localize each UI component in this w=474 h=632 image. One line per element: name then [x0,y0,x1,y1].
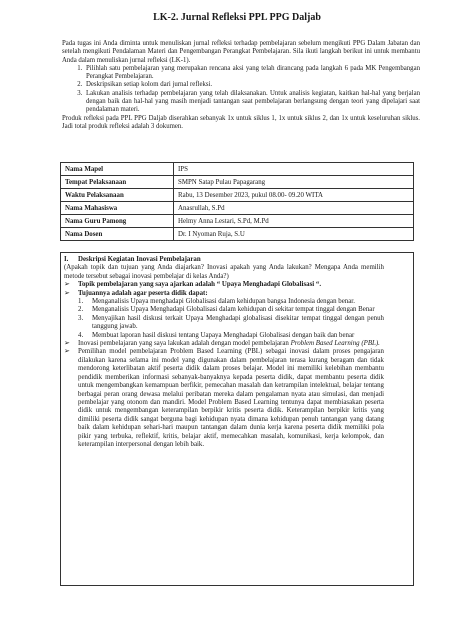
goal-text: Menganalisis Upaya Menghadapi Globalisasi dalam kehidupan di sekitar tempat tinggal dengan Benar [92,306,375,314]
intro-closing: Produk refleksi pada PPL PPG Daljab diserahkan sebanyak 1x untuk siklus 1, 1x untuk siklus 2, dan 1x untuk keseluruhan siklus. Jadi total produk refleksi adalah 3 dokumen. [62,114,420,130]
table-row [61,176,414,189]
goal-number: 4. [78,331,84,339]
table-row [61,189,414,202]
label-cell: Nama Dosen [61,228,174,241]
goal-intro-item [64,290,384,298]
page-title: LK-2. Jurnal Refleksi PPL PPG Daljab [153,12,321,23]
arrow-bullet-icon: ➢ [64,281,70,289]
innovation-item [64,340,384,348]
label-cell: Waktu Pelaksanaan [61,189,174,202]
value-cell: Dr. I Nyoman Ruja, S.U [174,228,414,241]
table-row [61,163,414,176]
heading-text: Deskripsi Kegiatan Inovasi Pembelajaran [78,256,201,263]
innovation-text: Inovasi pembelajaran yang saya lakukan adalah dengan model pembelajaran [78,340,291,348]
arrow-bullet-icon: ➢ [64,348,70,356]
info-table [60,162,414,241]
intro-paragraph: Pada tugas ini Anda diminta untuk menuliskan jurnal refleksi terhadap pembelajaran sebelum mengikuti PPG Dalam Jabatan dan setelah mengikuti Pendalaman Materi dan Pengembangan Perangkat Pembelajaran. Sila ikuti langkah berikut ini untuk membantu Anda dalam menuliskan jurnal refleksi (LK-1). [62,40,420,64]
intro-steps [62,65,420,115]
label-cell: Nama Mapel [61,163,174,176]
label-cell: Tempat Pelaksanaan [61,176,174,189]
value-cell: Anasrullah, S.Pd [174,202,414,215]
innovation-line [78,340,384,348]
innovation-model: Problem Based Learning (PBL). [290,340,380,348]
intro-step: 1. Pilihlah satu pembelajaran yang merupakan rencana aksi yang telah dirancang pada langkah 6 pada MK Pengembangan Perangkat Pembelajaran. [84,65,420,82]
goal-item [78,306,384,314]
goal-number: 2. [78,306,84,314]
table-row [61,215,414,228]
goal-item [78,298,384,306]
goal-text: Menganalisis Upaya menghadapi Globalisasi dalam kehidupan bangsa Indonesia dengan benar. [92,298,355,306]
table-row [61,202,414,215]
goal-number: 3. [78,314,84,322]
goal-text: Menyajikan hasil diskusi terkait Upaya Menghadapi globalisasi disekitar tempat tinggal dengan penuh tanggung jawab. [92,314,384,331]
goal-text: Membuat laporan hasil diskusi tentang Uapaya Menghadapi Globalisasi dengan baik dan benar [92,331,355,339]
goal-item [78,315,384,332]
arrow-bullet-icon: ➢ [64,340,70,348]
arrow-bullet-icon: ➢ [64,289,70,297]
intro-block [62,40,420,131]
topic-item [64,281,384,289]
section-prompt: (Apakah topik dan tujuan yang Anda diajarkan? Inovasi apakah yang Anda lakukan? Mengapa Anda memilih metode tersebut sebagai inovasi pembelajar di kelas Anda?) [64,264,384,280]
table-row [61,228,414,241]
value-cell: Helmy Anna Lestari, S.Pd, M.Pd [174,215,414,228]
value-cell: SMPN Satap Pulau Papagarang [174,176,414,189]
section-content [64,256,384,449]
pbl-paragraph: Pemilihan model pembelajaran Problem Based Learning (PBL) sebagai inovasi dalam proses pengajaran dilakukan karena selama ini model yang digunakan dalam pembelajaran terasa kurang beragam dan tidak mendorong keterlibatan aktif peserta didik dalam proses belajar. Model ini memiliki kelebihan membantu pendidik memberikan informasi sebanyak-banyaknya kepada peserta didik, dapat membantu peserta didik untuk mengembangkan kemampuan berfikir, pemecahan masalah dan ketrampilan intelektual, belajar tentang berbagai peran orang dewasa melalui peribatan mereka dalam pengalaman nyata atau simulasi, dan menjadi pembelajar yang otonom dan mandiri. Model Problem Based Learning tentunya dapat membiasakan peserta didik untuk mengembangan keterampilan berpikir kritis peserta didik. Keterampilan berpikir kritis yang dimiliki peserta didik sangat berguna bagi kehidupan nyata dimana kehidupan penuh tantangan yang datang baik dalam kehidupan sehari-hari maupun tantangan dalam dunia kerja karena peserta didik memiliki pola pikir yang terbuka, reflektif, kritis, belajar aktif, memecahkan masalah, komunikasi, kerja kelompok, dan keterampilan interpersonal dengan lebih baik. [78,348,384,448]
value-cell: IPS [174,163,414,176]
value-cell: Rabu, 13 Desember 2023, pukul 08.00- 09.20 WITA [174,189,414,202]
goal-number: 1. [78,298,84,306]
goal-intro-text: Tujuannya adalah agar peserta didik dapat: [78,289,208,297]
intro-step: 3. Lakukan analisis terhadap pembelajaran yang telah dilaksanakan. Untuk analisis kegiatan, kaitkan hal-hal yang berjalan dengan baik dan hal-hal yang masih menjadi tantangan saat pembelajaran berlangsung dengan teori yang dipelajari saat pendalaman materi. [84,90,420,115]
heading-number: I. [64,256,69,263]
topic-text: Topik pembelajaran yang saya ajarkan adalah “ Upaya Menghadapi Globalisasi “. [78,281,322,289]
section-heading [64,256,384,264]
label-cell: Nama Mahasiswa [61,202,174,215]
intro-step: 2. Deskripsikan setiap kolom dari jurnal refleksi. [84,81,420,89]
pbl-item [64,348,384,449]
label-cell: Nama Guru Pamong [61,215,174,228]
goal-item [78,332,384,340]
